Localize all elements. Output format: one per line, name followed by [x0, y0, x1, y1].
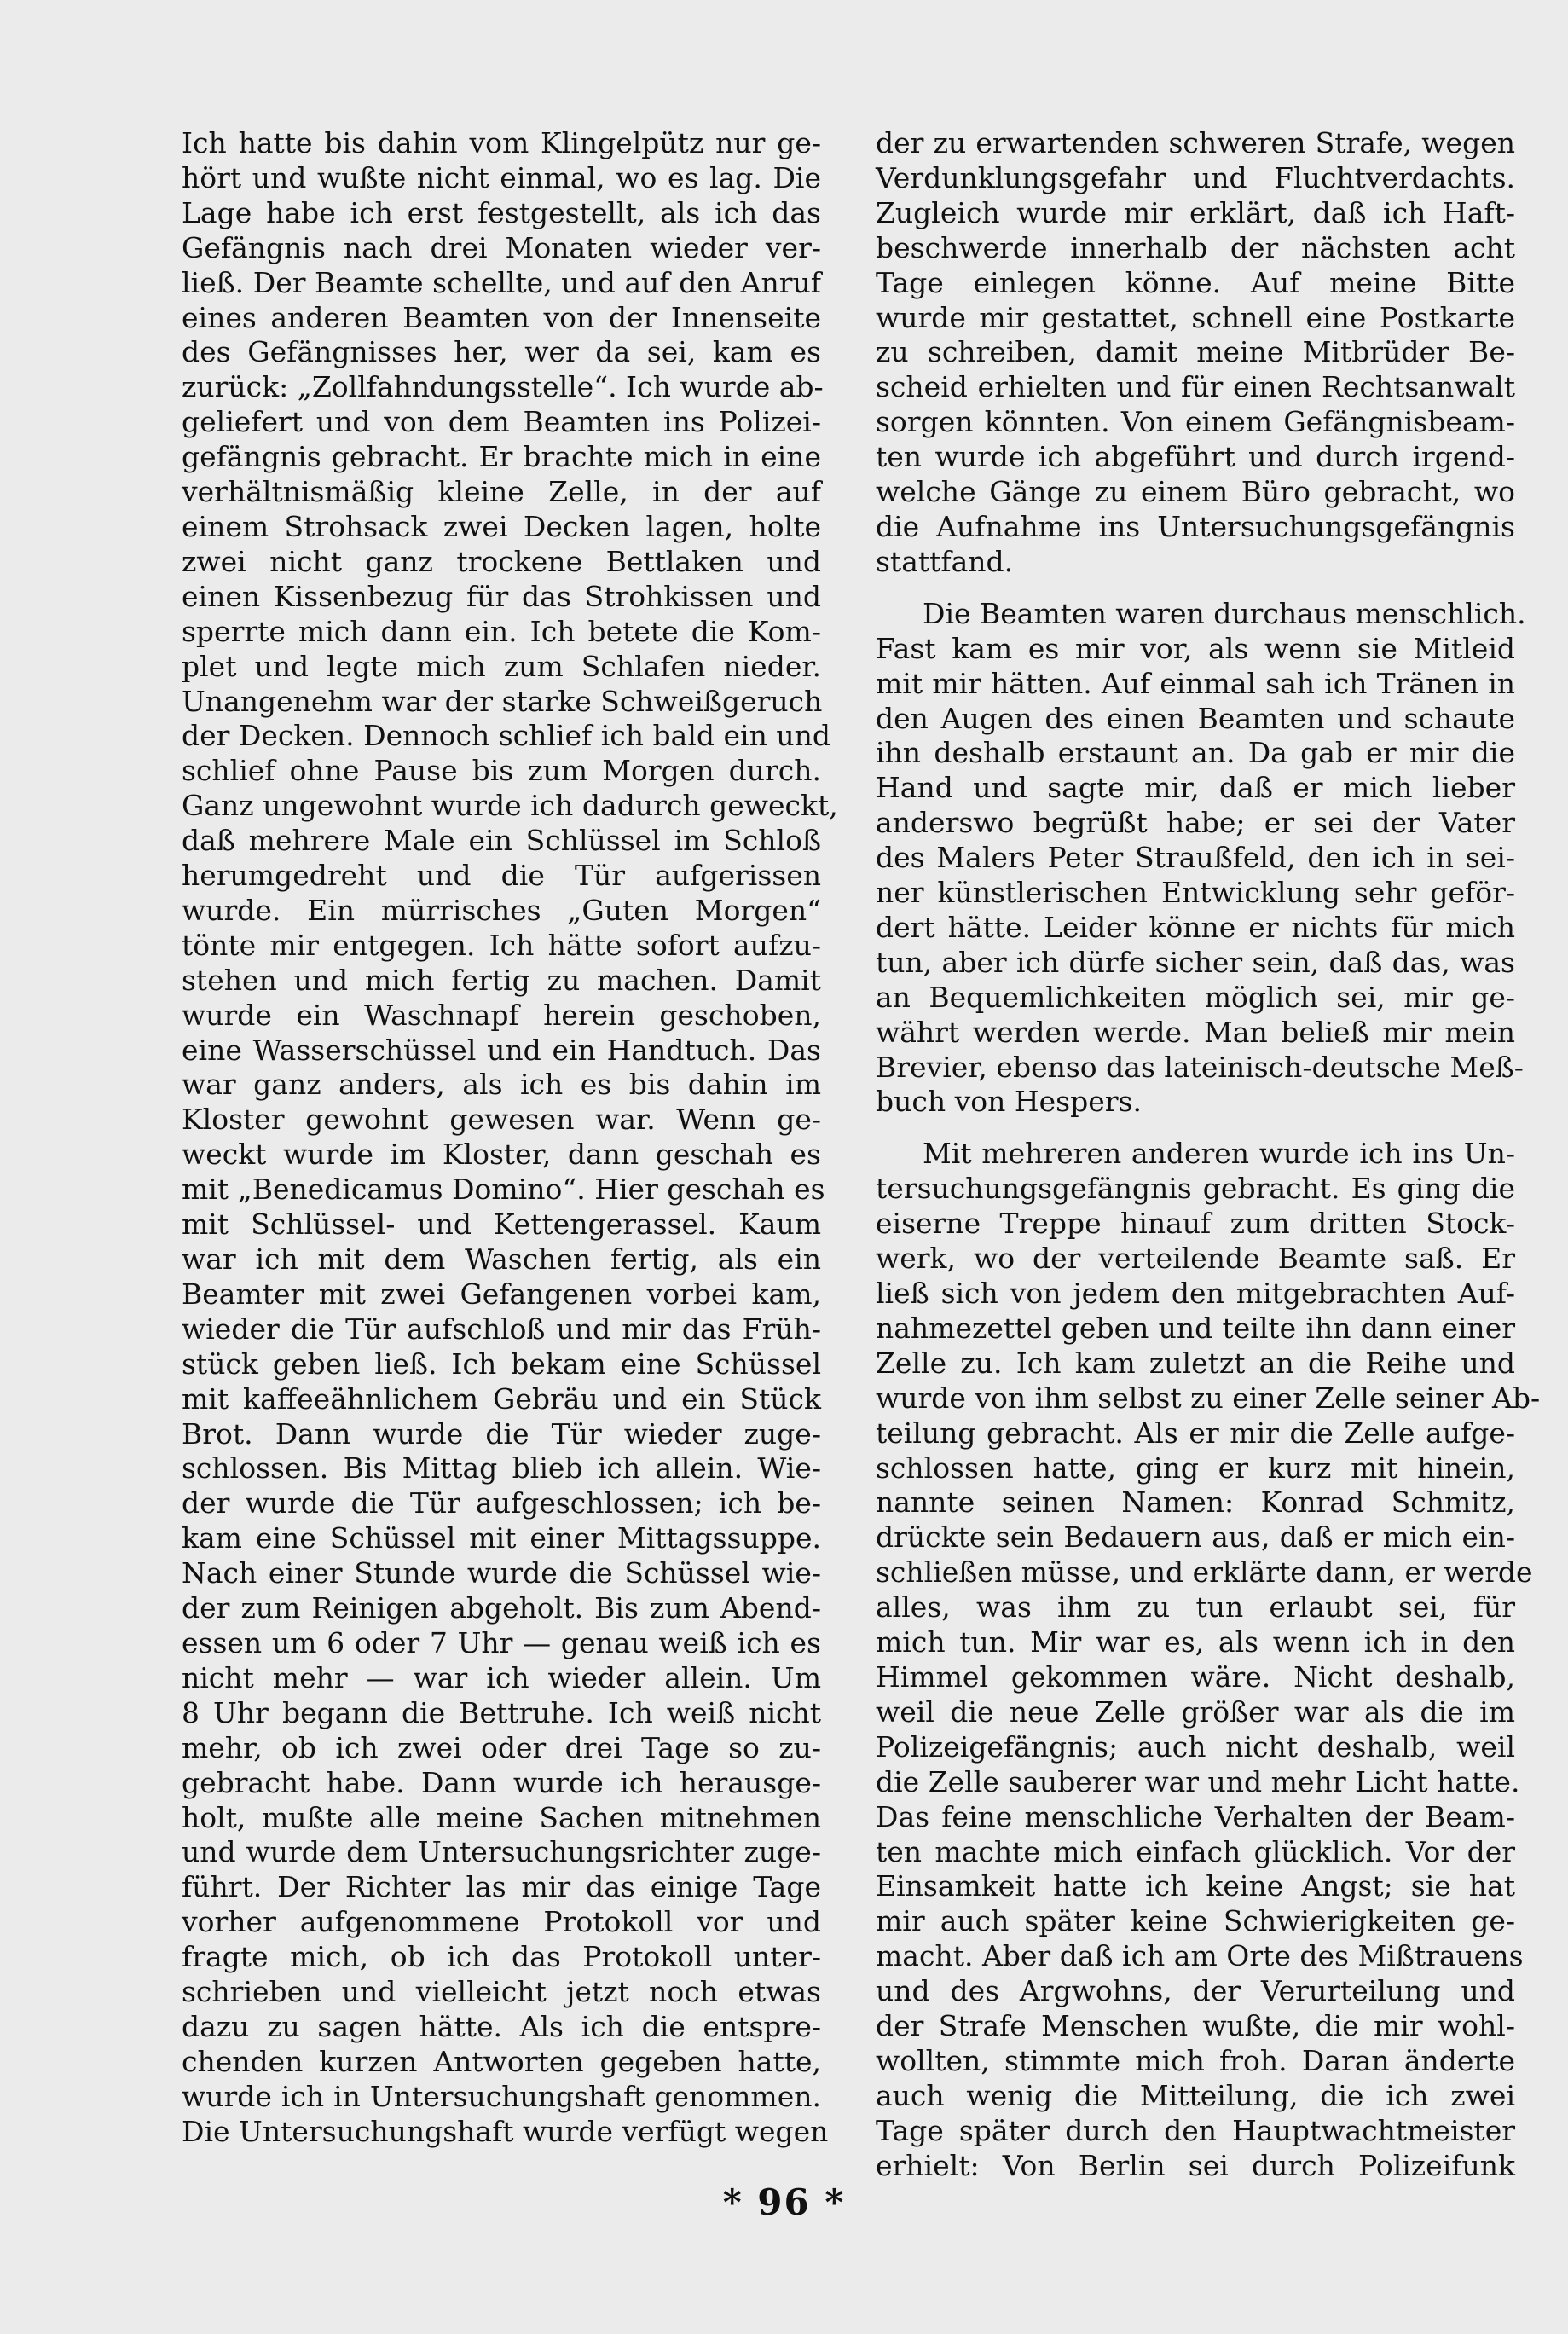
- text-line: war ich mit dem Waschen fertig, als ein: [182, 1242, 821, 1276]
- text-line: der Decken. Dennoch schlief ich bald ein und: [182, 719, 830, 753]
- text-line: ten machte mich einfach glücklich. Vor der: [876, 1834, 1515, 1868]
- text-line: mit Schlüssel- und Kettengerassel. Kaum: [182, 1208, 821, 1242]
- text-line: weil die neue Zelle größer war als die im: [876, 1694, 1515, 1729]
- text-line: nannte seinen Namen: Konrad Schmitz,: [876, 1486, 1515, 1520]
- text-line: Hand und sagte mir, daß er mich lieber: [876, 771, 1515, 805]
- text-line: Verdunklungsgefahr und Fluchtverdachts.: [876, 160, 1515, 194]
- text-line: verhältnismäßig kleine Zelle, in der auf: [182, 475, 821, 509]
- text-line: beschwerde innerhalb der nächsten acht: [876, 230, 1515, 264]
- text-line: Gefängnis nach drei Monaten wieder ver-: [182, 230, 821, 264]
- text-line: Kloster gewohnt gewesen war. Wenn ge-: [182, 1103, 821, 1137]
- text-line: gebracht habe. Dann wurde ich herausge-: [182, 1765, 821, 1799]
- text-line: hört und wußte nicht einmal, wo es lag. Die: [182, 160, 821, 194]
- text-line: welche Gänge zu einem Büro gebracht, wo: [876, 475, 1515, 509]
- text-line: buch von Hespers.: [876, 1085, 1142, 1119]
- paragraph-detention-cell: [876, 1137, 1541, 2183]
- text-line: scheid erhielten und für einen Rechtsanwalt: [876, 370, 1515, 404]
- text-line: dazu zu sagen hätte. Als ich die entspre-: [182, 2009, 821, 2043]
- text-line: auch wenig die Mitteilung, die ich zwei: [876, 2078, 1515, 2112]
- text-line: nicht mehr — war ich wieder allein. Um: [182, 1660, 821, 1694]
- text-line: und des Argwohns, der Verurteilung und: [876, 1974, 1515, 2008]
- text-line: teilung gebracht. Als er mir die Zelle aufge-: [876, 1416, 1515, 1450]
- text-line: schließen müsse, und erklärte dann, er werde: [876, 1555, 1533, 1590]
- text-line: werk, wo der verteilende Beamte saß. Er: [876, 1242, 1515, 1276]
- text-line: ner künstlerischen Entwicklung sehr geför-: [876, 876, 1515, 910]
- paragraph-gap: [876, 580, 1515, 597]
- text-line: ließ. Der Beamte schellte, und auf den Anruf: [182, 265, 821, 299]
- text-line: eine Wasserschüssel und ein Handtuch. Das: [182, 1033, 821, 1067]
- text-line: und wurde dem Untersuchungsrichter zuge-: [182, 1835, 821, 1869]
- text-line: ihn deshalb erstaunt an. Da gab er mir die: [876, 736, 1515, 770]
- text-line: eiserne Treppe hinauf zum dritten Stock-: [876, 1207, 1515, 1241]
- page-number: * 96 *: [722, 2181, 846, 2223]
- text-line: mit kaffeeähnlichem Gebräu und ein Stück: [182, 1381, 821, 1416]
- text-line: macht. Aber daß ich am Orte des Mißtrauens: [876, 1939, 1524, 1973]
- text-line: anderswo begrüßt habe; er sei der Vater: [876, 806, 1515, 840]
- text-line: Brot. Dann wurde die Tür wieder zuge-: [182, 1416, 821, 1451]
- text-line: Die Untersuchungshaft wurde verfügt wegen: [182, 2114, 829, 2148]
- text-line: stattfand.: [876, 544, 1014, 578]
- text-line: Mit mehreren anderen wurde ich ins Un-: [923, 1137, 1515, 1171]
- text-line: tun, aber ich dürfe sicher sein, daß das, was: [876, 945, 1515, 979]
- text-line: währt werden werde. Man beließ mir mein: [876, 1015, 1515, 1049]
- text-line: den Augen des einen Beamten und schaute: [876, 701, 1515, 735]
- text-line: wurde ich in Untersuchungshaft genommen.: [182, 2079, 821, 2113]
- text-line: Lage habe ich erst festgestellt, als ich das: [182, 195, 821, 229]
- text-line: stehen und mich fertig zu machen. Damit: [182, 963, 821, 997]
- text-line: wollten, stimmte mich froh. Daran änderte: [876, 2043, 1515, 2077]
- text-line: ließ sich von jedem den mitgebrachten Auf-: [876, 1277, 1515, 1310]
- text-line: zu schreiben, damit meine Mitbrüder Be-: [876, 335, 1515, 369]
- text-line: schlief ohne Pause bis zum Morgen durch.: [182, 754, 821, 788]
- text-line: alles, was ihm zu tun erlaubt sei, für: [876, 1590, 1515, 1625]
- text-line: essen um 6 oder 7 Uhr — genau weiß ich es: [182, 1625, 821, 1659]
- text-line: der wurde die Tür aufgeschlossen; ich be-: [182, 1486, 821, 1520]
- text-line: geliefert und von dem Beamten ins Polizei-: [182, 405, 821, 439]
- text-line: dert hätte. Leider könne er nichts für mich: [876, 910, 1515, 944]
- text-line: erhielt: Von Berlin sei durch Polizeifunk: [876, 2148, 1515, 2182]
- text-line: die Aufnahme ins Untersuchungsgefängnis: [876, 509, 1515, 543]
- text-line: mit „Benedicamus Domino“. Hier geschah es: [182, 1173, 825, 1207]
- text-line: Ich hatte bis dahin vom Klingelpütz nur ge-: [182, 126, 821, 159]
- text-line: einen Kissenbezug für das Strohkissen und: [182, 579, 821, 613]
- text-line: fragte mich, ob ich das Protokoll unter-: [182, 1940, 821, 1974]
- text-line: plet und legte mich zum Schlafen nieder.: [182, 649, 821, 683]
- text-line: daß mehrere Male ein Schlüssel im Schloß: [182, 824, 821, 858]
- left-text-column: [182, 126, 838, 2150]
- text-line: sperrte mich dann ein. Ich betete die Kom-: [182, 614, 821, 648]
- text-line: eines anderen Beamten von der Innenseite: [182, 300, 821, 334]
- paragraph-gap: [876, 1120, 1515, 1137]
- text-line: wieder die Tür aufschloß und mir das Früh-: [182, 1312, 821, 1346]
- text-line: tönte mir entgegen. Ich hätte sofort aufzu-: [182, 928, 821, 962]
- text-line: mich tun. Mir war es, als wenn ich in den: [876, 1625, 1515, 1659]
- text-line: führt. Der Richter las mir das einige Tage: [182, 1870, 821, 1904]
- text-line: Die Beamten waren durchaus menschlich.: [923, 596, 1526, 630]
- text-line: des Gefängnisses her, wer da sei, kam es: [182, 335, 821, 369]
- text-line: zurück: „Zollfahndungsstelle“. Ich wurde ab-: [182, 370, 824, 404]
- text-line: Zugleich wurde mir erklärt, daß ich Haft-: [876, 195, 1515, 229]
- text-line: 8 Uhr begann die Bettruhe. Ich weiß nicht: [182, 1695, 821, 1729]
- text-line: Tage später durch den Hauptwachtmeister: [876, 2113, 1515, 2147]
- text-line: herumgedreht und die Tür aufgerissen: [182, 859, 821, 893]
- text-line: drückte sein Bedauern aus, daß er mich ein-: [876, 1520, 1515, 1555]
- text-line: mit mir hätten. Auf einmal sah ich Tränen in: [876, 666, 1515, 700]
- text-line: mir auch später keine Schwierigkeiten ge-: [876, 1904, 1515, 1938]
- paragraph-arrest-reason: [876, 126, 1515, 580]
- paragraph-officials-humane: [876, 596, 1526, 1121]
- text-line: der Strafe Menschen wußte, die mir wohl-: [876, 2009, 1515, 2043]
- text-line: der zu erwartenden schweren Strafe, wegen: [876, 126, 1515, 159]
- right-text-column: [876, 126, 1541, 2184]
- text-line: die Zelle sauberer war und mehr Licht hatte.: [876, 1764, 1520, 1798]
- text-line: des Malers Peter Straußfeld, den ich in sei-: [876, 841, 1515, 875]
- text-line: weckt wurde im Kloster, dann geschah es: [182, 1138, 821, 1172]
- text-line: war ganz anders, als ich es bis dahin im: [182, 1068, 821, 1102]
- text-line: chenden kurzen Antworten gegeben hatte,: [182, 2044, 821, 2078]
- text-line: schlossen. Bis Mittag blieb ich allein. Wie-: [182, 1451, 821, 1486]
- text-line: Brevier, ebenso das lateinisch-deutsche Meß-: [876, 1050, 1524, 1084]
- text-line: Das feine menschliche Verhalten der Beam-: [876, 1799, 1515, 1833]
- text-line: Zelle zu. Ich kam zuletzt an die Reihe und: [876, 1346, 1515, 1380]
- text-line: schlossen hatte, ging er kurz mit hinein,: [876, 1451, 1515, 1485]
- text-line: wurde ein Waschnapf herein geschoben,: [182, 998, 821, 1032]
- text-line: gefängnis gebracht. Er brachte mich in eine: [182, 440, 821, 474]
- text-line: Fast kam es mir vor, als wenn sie Mitleid: [876, 631, 1515, 665]
- text-line: kam eine Schüssel mit einer Mittagssuppe.: [182, 1521, 821, 1555]
- text-line: Tage einlegen könne. Auf meine Bitte: [876, 265, 1515, 299]
- text-line: Polizeigefängnis; auch nicht deshalb, weil: [876, 1729, 1515, 1764]
- text-line: mehr, ob ich zwei oder drei Tage so zu-: [182, 1730, 821, 1764]
- text-line: sorgen könnten. Von einem Gefängnisbeam-: [876, 405, 1515, 439]
- text-line: an Bequemlichkeiten möglich sei, mir ge-: [876, 980, 1515, 1014]
- text-line: Beamter mit zwei Gefangenen vorbei kam,: [182, 1277, 821, 1311]
- text-line: Unangenehm war der starke Schweißgeruch: [182, 684, 823, 718]
- text-line: stück geben ließ. Ich bekam eine Schüssel: [182, 1347, 821, 1381]
- text-line: vorher aufgenommene Protokoll vor und: [182, 1905, 821, 1939]
- text-line: holt, mußte alle meine Sachen mitnehmen: [182, 1800, 821, 1834]
- text-line: wurde. Ein mürrisches „Guten Morgen“: [182, 893, 821, 927]
- text-line: wurde von ihm selbst zu einer Zelle seiner Ab-: [876, 1381, 1541, 1415]
- text-line: einem Strohsack zwei Decken lagen, holte: [182, 509, 821, 543]
- text-line: nahmezettel geben und teilte ihn dann einer: [876, 1311, 1515, 1345]
- text-line: tersuchungsgefängnis gebracht. Es ging die: [876, 1172, 1515, 1206]
- text-line: Einsamkeit hatte ich keine Angst; sie hat: [876, 1869, 1515, 1903]
- text-line: Nach einer Stunde wurde die Schüssel wie-: [182, 1556, 821, 1590]
- text-line: der zum Reinigen abgeholt. Bis zum Abend-: [182, 1591, 821, 1625]
- text-line: zwei nicht ganz trockene Bettlaken und: [182, 544, 821, 578]
- text-line: Himmel gekommen wäre. Nicht deshalb,: [876, 1659, 1515, 1694]
- text-line: ten wurde ich abgeführt und durch irgend-: [876, 440, 1515, 474]
- text-line: wurde mir gestattet, schnell eine Postkarte: [876, 300, 1515, 334]
- text-line: Ganz ungewohnt wurde ich dadurch geweckt,: [182, 789, 838, 823]
- text-line: schrieben und vielleicht jetzt noch etwas: [182, 1975, 821, 2009]
